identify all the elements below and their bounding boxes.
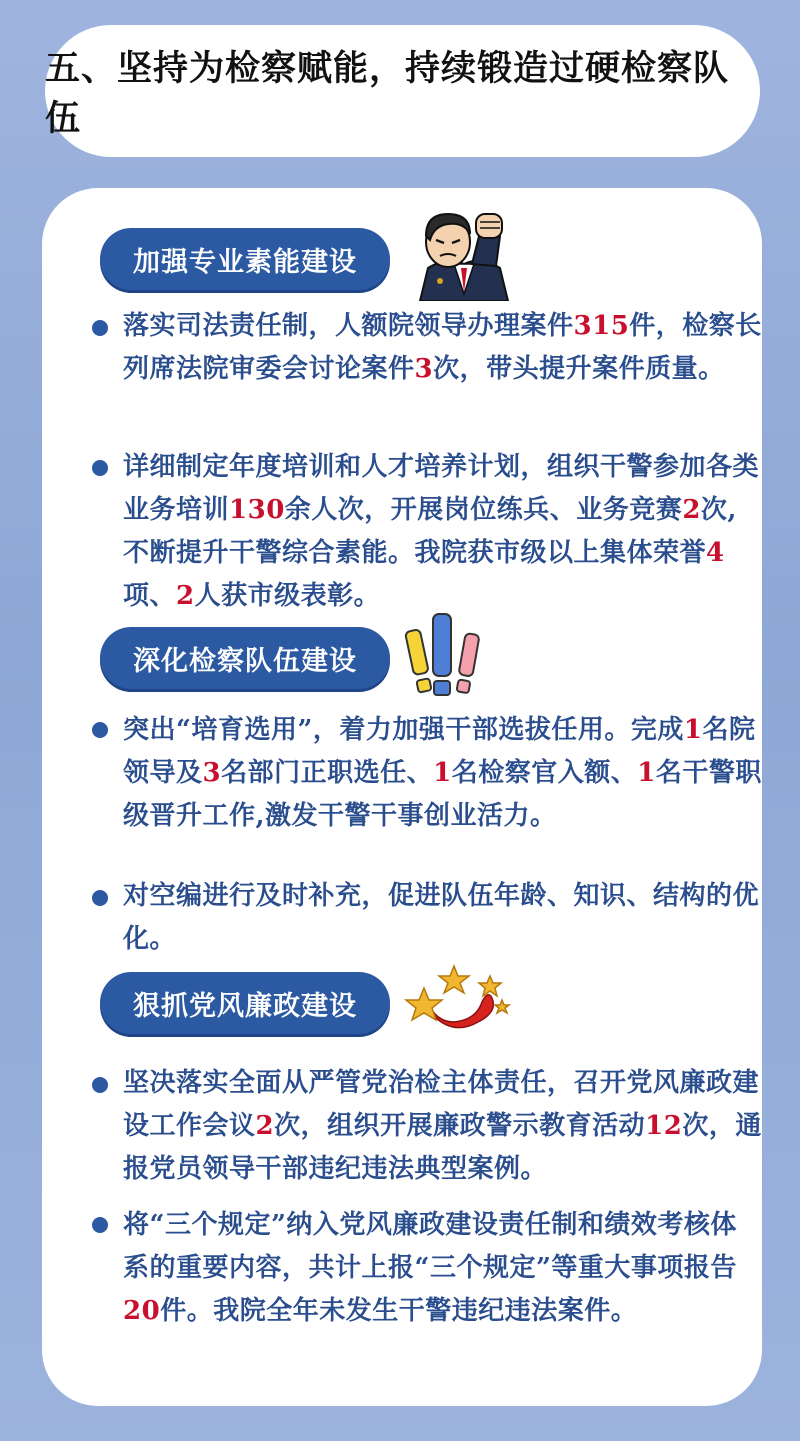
highlight-number: 2 (176, 581, 195, 611)
paragraph-text: 项、 (123, 581, 177, 611)
paragraph-text: 落实司法责任制，人额院领导办理案件 (123, 311, 574, 341)
page-title: 五、坚持为检察赋能，持续锻造过硬检察队伍 (45, 49, 730, 139)
bullet-icon (92, 320, 108, 336)
paragraph-text: 次，组织开展廉政警示教育活动 (274, 1111, 646, 1141)
paragraph-text: 名院领导及 (123, 715, 756, 788)
paragraph-text: 次，带头提升案件质量。 (433, 354, 725, 384)
highlight-number: 3 (414, 354, 434, 384)
bullet-icon (92, 722, 108, 738)
paragraph-text: 将“三个规定”纳入党风廉政建设责任制和绩效考核体系的重要内容，共计上报“三个规定”等重大事项报告 (123, 1210, 737, 1283)
highlight-number: 1 (637, 758, 656, 788)
highlight-number: 20 (123, 1296, 161, 1326)
paragraph-text: 突出“培育选用”，着力加强干部选拔任用。完成 (123, 715, 684, 745)
paragraph-text: 次，通报党员领导干部违纪违法典型案例。 (123, 1111, 762, 1184)
highlight-number: 2 (255, 1111, 275, 1141)
paragraph-text: 余人次，开展岗位练兵、业务竞赛 (284, 495, 683, 525)
highlight-number: 2 (682, 495, 701, 525)
paragraph-text: 名干警职级晋升工作,激发干警干事创业活力。 (123, 758, 762, 831)
exclamation-marks-icon (400, 610, 490, 702)
paragraph-text: 对空编进行及时补充，促进队伍年龄、知识、结构的优化。 (123, 881, 760, 954)
paragraph-text: 次,不断提升干警综合素能。我院获市级以上集体荣誉 (123, 495, 737, 568)
bullet-icon (92, 890, 108, 906)
highlight-number: 4 (706, 538, 725, 568)
highlight-number: 315 (573, 311, 630, 341)
list-item (123, 709, 763, 838)
paragraph-text: 件，检察长列席法院审委会讨论案件 (123, 311, 762, 384)
bullet-icon (92, 1217, 108, 1233)
paragraph-text: 人获市级表彰。 (194, 581, 381, 611)
highlight-number: 1 (433, 758, 452, 788)
stars-ribbon-icon (402, 962, 520, 1040)
bullet-icon (92, 460, 108, 476)
title-banner (45, 25, 760, 157)
list-item (123, 305, 763, 391)
list-item (123, 446, 763, 618)
section-heading-team: 深化检察队伍建设 (100, 627, 390, 689)
paragraph-text: 件。我院全年未发生干警违纪违法案件。 (160, 1296, 638, 1326)
paragraph-text: 名部门正职选任、 (221, 758, 434, 788)
paragraph-text: 坚决落实全面从严管党治检主体责任，召开党风廉政建设工作会议 (123, 1068, 760, 1141)
section-heading-integrity: 狠抓党风廉政建设 (100, 972, 390, 1034)
highlight-number: 130 (229, 495, 285, 525)
bullet-icon (92, 1077, 108, 1093)
highlight-number: 1 (683, 715, 703, 745)
highlight-number: 12 (645, 1111, 683, 1141)
prosecutor-fist-icon (408, 206, 520, 301)
highlight-number: 3 (202, 758, 222, 788)
paragraph-text: 详细制定年度培训和人才培养计划，组织干警参加各类业务培训 (123, 452, 760, 525)
list-item (123, 1204, 763, 1333)
list-item (123, 1062, 763, 1191)
list-item (123, 875, 763, 961)
section-heading-professional: 加强专业素能建设 (100, 228, 390, 290)
paragraph-text: 名检察官入额、 (451, 758, 638, 788)
